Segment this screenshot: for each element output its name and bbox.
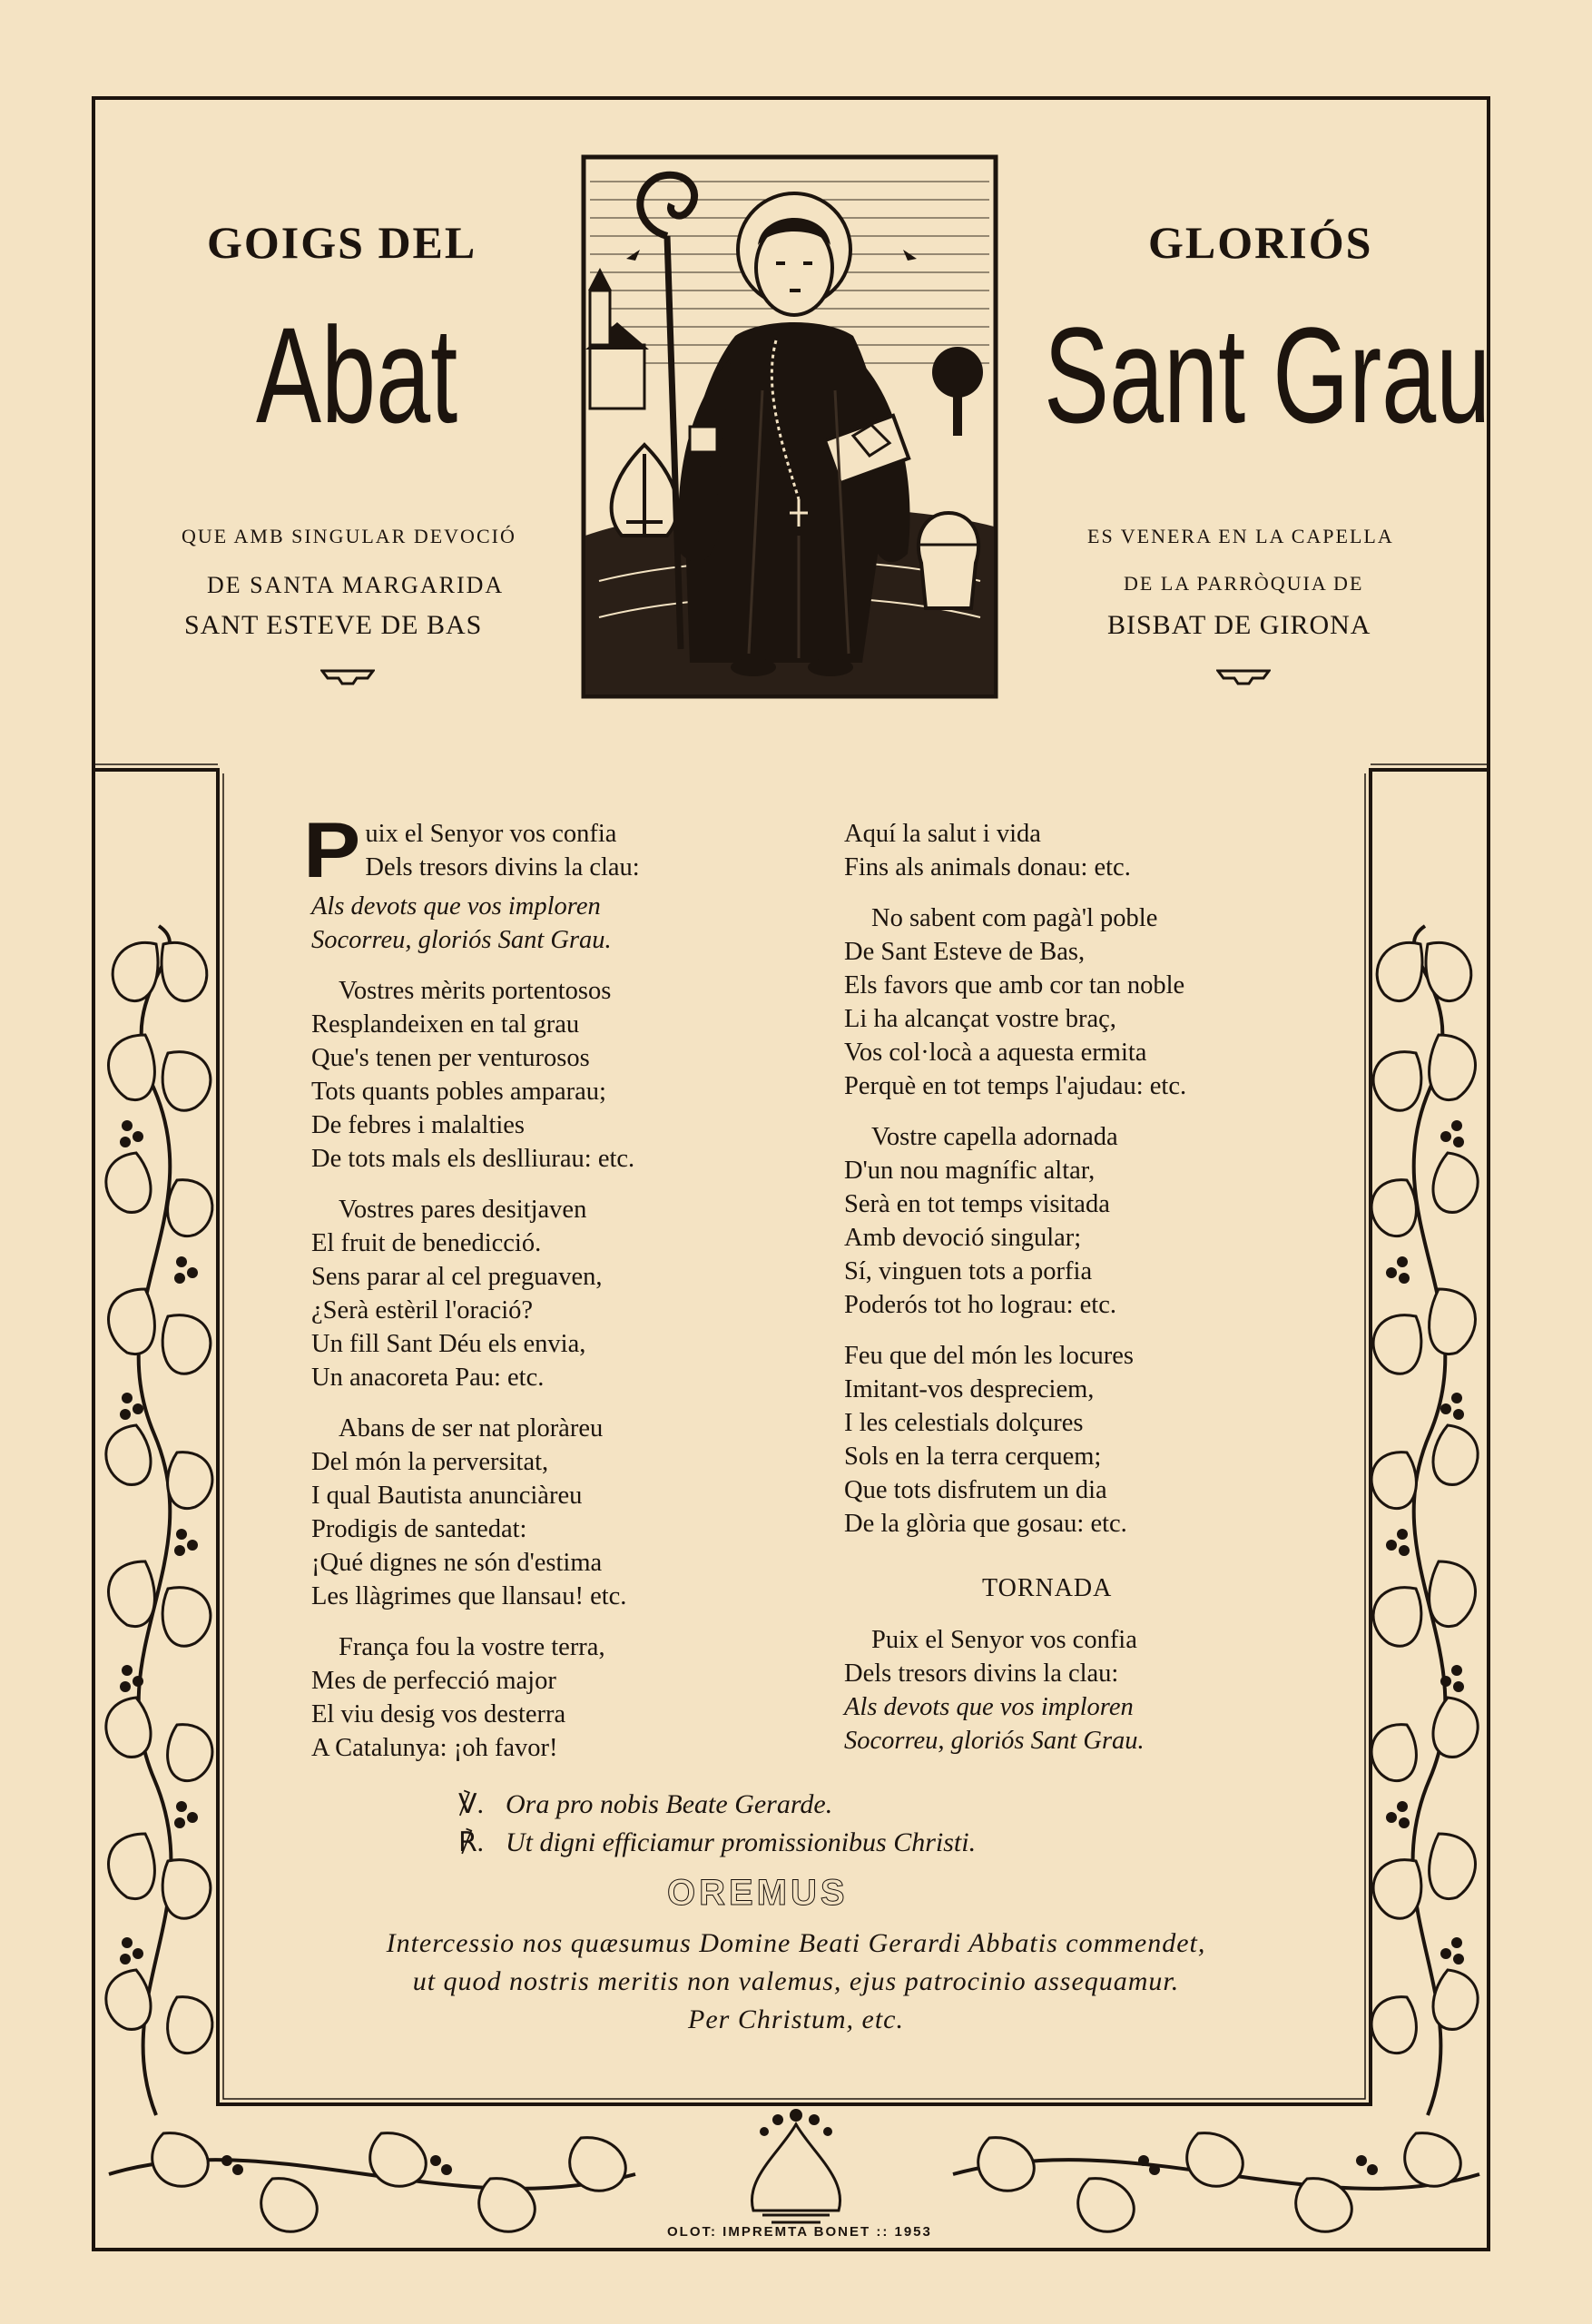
verse-line: I les celestials dolçures: [844, 1409, 1084, 1437]
floral-vine-right-icon: [1371, 926, 1478, 2115]
response-symbol: ℟.: [458, 1827, 485, 1857]
stanza: [311, 974, 801, 1176]
ornament-right-icon: [1216, 667, 1271, 687]
stanza: [844, 901, 1316, 1103]
verse-line: Abans de ser nat ploràreu: [339, 1414, 604, 1443]
verse-line: Vostres mèrits portentosos: [339, 977, 612, 1005]
stanza: [311, 1630, 801, 1765]
verse-line: Perquè en tot temps l'ajudau: etc.: [844, 1072, 1187, 1100]
verse-line: ¿Serà estèril l'oració?: [311, 1296, 534, 1324]
verse-line: Vos col·locà a aquesta ermita: [844, 1039, 1147, 1067]
oremus-heading: OREMUS: [667, 1873, 849, 1913]
verse-line: uix el Senyor vos confia: [365, 820, 617, 848]
header-left-top: GOIGS DEL: [207, 217, 477, 268]
printer-footer: OLOT: IMPREMTA BONET :: 1953: [667, 2224, 932, 2240]
verse-line: Als devots que vos imploren: [844, 1693, 1134, 1721]
header-right-line-2: DE LA PARRÒQUIA DE: [1124, 572, 1364, 595]
prayer-text: [236, 1925, 1356, 2039]
tornada-title: TORNADA: [982, 1574, 1113, 1602]
verse-line: Les llàgrimes que llansau! etc.: [311, 1582, 627, 1610]
stanza: [311, 1412, 801, 1613]
verse-line: Els favors que amb cor tan noble: [844, 971, 1185, 1000]
verse-line: Del món la perversitat,: [311, 1448, 549, 1476]
verse-line: França fou la vostre terra,: [339, 1633, 605, 1661]
verse-line: D'un nou magnífic altar,: [844, 1157, 1096, 1185]
verse-line: Resplandeixen en tal grau: [311, 1010, 580, 1039]
verse-line: Sí, vinguen tots a porfia: [844, 1257, 1093, 1285]
response-line: [458, 1827, 976, 1858]
verse-line: Imitant-vos despreciem,: [844, 1375, 1095, 1403]
versicle-symbol: ℣.: [458, 1789, 485, 1819]
verse-line: ¡Qué dignes ne són d'estima: [311, 1549, 603, 1577]
floral-vine-left-icon: [106, 926, 212, 2115]
verse-line: I qual Bautista anunciàreu: [311, 1482, 583, 1510]
verse-line: De tots mals els deslliurau: etc.: [311, 1145, 635, 1173]
verse-line: Tots quants pobles amparau;: [311, 1078, 606, 1106]
verse-line: Dels tresors divins la clau:: [844, 1659, 1119, 1688]
verse-line: Als devots que vos imploren: [311, 892, 601, 921]
stanza: [844, 1339, 1316, 1541]
header-right-big: Sant Grau: [1044, 299, 1491, 451]
response-text: Ut digni efficiamur promissionibus Christi.: [506, 1827, 977, 1857]
header-right-top: GLORIÓS: [1148, 217, 1373, 268]
header-right-line-1: ES VENERA EN LA CAPELLA: [1087, 525, 1394, 547]
verse-line: Vostres pares desitjaven: [339, 1196, 587, 1224]
verse-line: Vostre capella adornada: [871, 1123, 1118, 1151]
versicle-text: Ora pro nobis Beate Gerarde.: [506, 1789, 833, 1819]
verse-line: Sens parar al cel preguaven,: [311, 1263, 603, 1291]
verse-line: Un fill Sant Déu els envia,: [311, 1330, 586, 1358]
verse-line: Mes de perfecció major: [311, 1667, 556, 1695]
verse-line: Fins als animals donau: etc.: [844, 853, 1131, 881]
tornada-stanza: [844, 1623, 1316, 1775]
verse-line: Que's tenen per venturosos: [311, 1044, 590, 1072]
prayer-line: Intercessio nos quæsumus Domine Beati Gerardi Abbatis commendet,: [386, 1928, 1206, 1958]
prayer-line: ut quod nostris meritis non valemus, ejus patrocinio assequamur.: [412, 1966, 1180, 1996]
verse-line: A Catalunya: ¡oh favor!: [311, 1734, 558, 1762]
header-left-line-3: SANT ESTEVE DE BAS: [184, 610, 483, 640]
saint-abbot-woodcut-icon: [581, 154, 998, 699]
stanza: [844, 1120, 1316, 1322]
verse-line: Prodigis de santedat:: [311, 1515, 527, 1543]
verse-line: Aquí la salut i vida: [844, 820, 1041, 848]
versicle-line: [458, 1788, 832, 1820]
verse-line: Poderós tot ho lograu: etc.: [844, 1291, 1116, 1319]
verse-line: Socorreu, gloriós Sant Grau.: [844, 1727, 1145, 1755]
header-left-big: Abat: [256, 299, 458, 451]
verse-line: Amb devoció singular;: [844, 1224, 1082, 1252]
verse-line: De febres i malalties: [311, 1111, 526, 1139]
floral-vine-bottom-icon: [109, 2109, 1479, 2231]
verse-line: Feu que del món les locures: [844, 1342, 1134, 1370]
header-left-line-1: QUE AMB SINGULAR DEVOCIÓ: [182, 525, 516, 547]
verse-line: Puix el Senyor vos confia: [871, 1626, 1137, 1654]
stanza: [311, 1193, 801, 1394]
stanza: [844, 817, 1316, 884]
header-right-line-3: BISBAT DE GIRONA: [1107, 610, 1371, 640]
drop-cap: P: [303, 807, 361, 894]
verse-line: Sols en la terra cerquem;: [844, 1443, 1102, 1471]
header-left-line-2: DE SANTA MARGARIDA: [207, 572, 505, 598]
verse-line: No sabent com pagà'l poble: [871, 904, 1158, 932]
verse-line: De la glòria que gosau: etc.: [844, 1510, 1127, 1538]
verse-line: De Sant Esteve de Bas,: [844, 938, 1086, 966]
verse-line: Que tots disfrutem un dia: [844, 1476, 1107, 1504]
verse-line: Serà en tot temps visitada: [844, 1190, 1110, 1218]
verse-line: Socorreu, gloriós Sant Grau.: [311, 926, 612, 954]
verse-line: Dels tresors divins la clau:: [365, 853, 640, 881]
verse-line: Un anacoreta Pau: etc.: [311, 1364, 545, 1392]
verse-line: Li ha alcançat vostre braç,: [844, 1005, 1116, 1033]
ornament-left-icon: [320, 667, 375, 687]
prayer-line: Per Christum, etc.: [688, 2004, 904, 2034]
verse-line: El fruit de benedicció.: [311, 1229, 542, 1257]
stanza: [303, 807, 801, 957]
verse-line: El viu desig vos desterra: [311, 1700, 566, 1728]
verses-left-column: [303, 807, 801, 1782]
verses-right-column: [844, 817, 1316, 1558]
